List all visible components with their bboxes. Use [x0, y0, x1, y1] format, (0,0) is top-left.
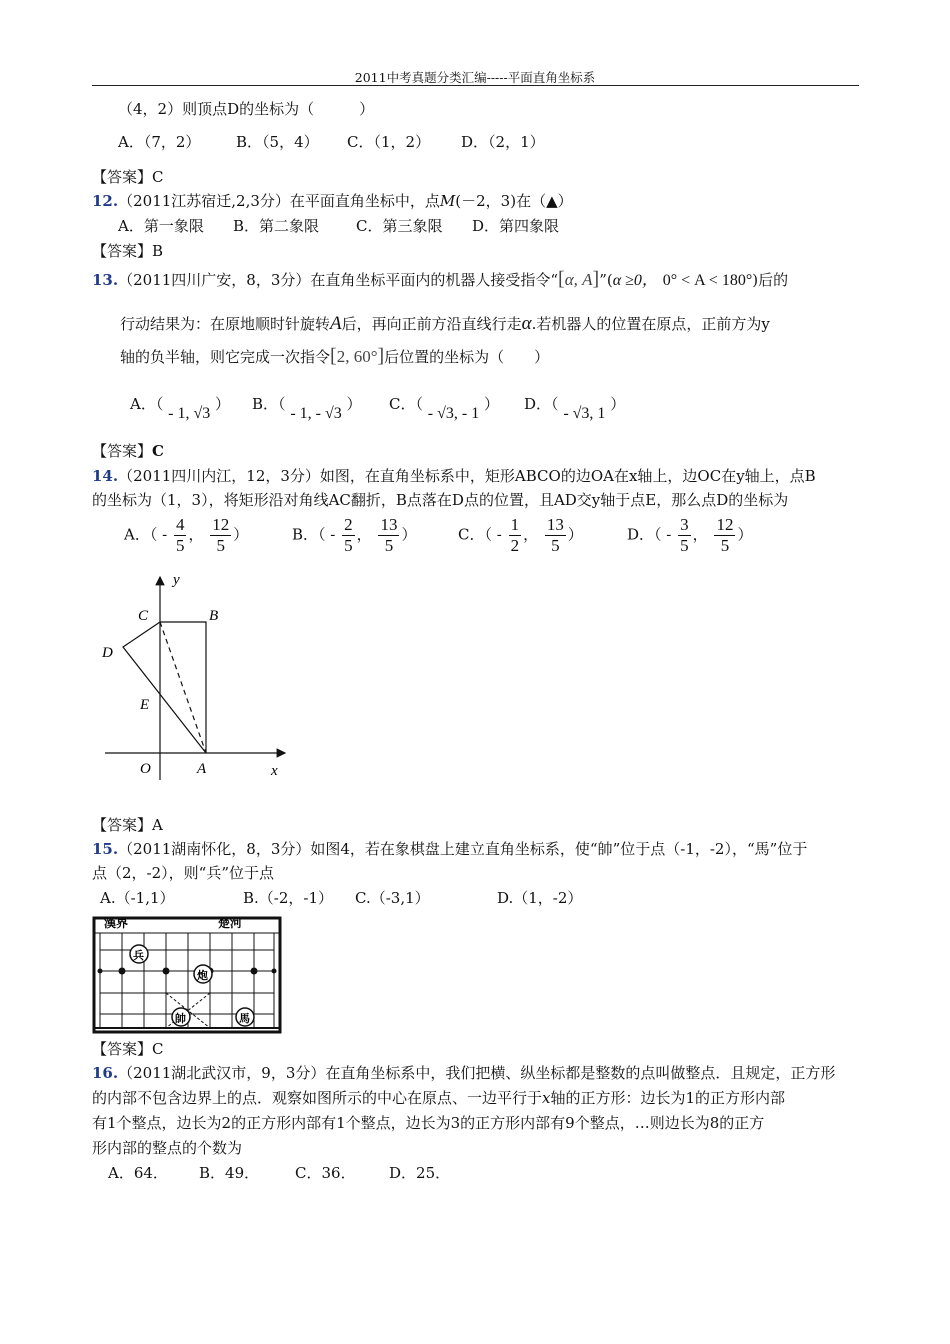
fraction-y: $\frac{13}{5}$ [546, 515, 564, 555]
fraction-y: $\frac{12}{5}$ [212, 515, 230, 555]
q14-option-a: A．（ - $\frac{4}{5}$ ， $\frac{12}{5}$ ） [124, 515, 249, 555]
q16-stem-line3: 有1个整点，边长为2的正方形内部有1个整点，边长为3的正方形内部有9个整点，…则边长为8的正方 [92, 1114, 765, 1132]
piece-pao-label: 炮 [197, 970, 208, 982]
q14-option-b: B．（ - $\frac{2}{5}$ ， $\frac{13}{5}$ ） [292, 515, 417, 555]
q13-angle-A: A [330, 313, 342, 334]
q11-answer [92, 166, 860, 188]
answer-value: C [152, 1040, 164, 1058]
q13-command-bracket: [α, A] [558, 268, 600, 290]
q13-condition-1: α ≥0， [612, 272, 658, 289]
q12-stem [92, 190, 860, 212]
q13-option-d: D．（ - √3, 1 ） [524, 395, 626, 422]
diagonal-ac [160, 622, 206, 753]
q15-number: 15. [92, 840, 119, 858]
label-d: D [102, 645, 113, 661]
q12-option-c: C．第三象限 [356, 217, 443, 235]
q13-line3a: 轴的负半轴，则它完成一次指令 [120, 348, 331, 366]
q14-stem-line2: 的坐标为（1，3），将矩形沿对角线AC翻折，B点落在D点的位置，且AD交y轴于点E，那么点D的坐标为 [92, 491, 789, 509]
label-y: y [173, 572, 180, 588]
label-o: O [140, 761, 151, 777]
q14-rectangle-fold-figure [95, 565, 305, 790]
q15-line1: （2011湖南怀化，8，3分）如图4，若在象棋盘上建立直角坐标系，使“帥”位于点（-1，-2），“馬”位于 [118, 840, 808, 858]
q14-number: 14. [92, 467, 119, 485]
q15-option-b: B.（-2，-1） [243, 889, 334, 907]
option-label: D． [524, 395, 552, 413]
q15-option-c: C.（-3,1） [355, 889, 430, 907]
label-b: B [209, 608, 219, 624]
q13-alpha: α [521, 313, 532, 334]
q14-option-c: C．（ - $\frac{1}{2}$ ， $\frac{13}{5}$ ） [458, 515, 583, 555]
q11-option-a: A．（7，2） [118, 133, 201, 151]
piece-bing-label: 兵 [133, 950, 144, 962]
option-label: C．（ - [458, 525, 502, 544]
fraction-y: $\frac{12}{5}$ [716, 515, 734, 555]
answer-value: A [152, 816, 163, 834]
q12-point: M [439, 192, 456, 210]
label-e: E [140, 697, 150, 713]
q13-stem-line2 [120, 313, 888, 335]
option-value: - 1, - √3 [290, 405, 342, 422]
label-a: A [197, 761, 207, 777]
fraction-x: $\frac{3}{5}$ [680, 515, 689, 555]
q12-answer [92, 240, 860, 262]
page-header: 2011中考真题分类汇编-----平面直角坐标系 [354, 70, 596, 85]
answer-label: 【答案】 [92, 816, 153, 834]
answer-label: 【答案】 [92, 242, 153, 260]
q16-line2b: 轴的正方形：边长为1的正方形内部 [550, 1089, 786, 1107]
fraction-x: $\frac{2}{5}$ [344, 515, 353, 555]
fraction-x: $\frac{1}{2}$ [510, 515, 520, 555]
board-label-right: 楚河 [218, 916, 243, 930]
q12-option-b: B．第二象限 [233, 217, 320, 235]
header-rule [92, 85, 859, 86]
q13-stem-line3 [120, 345, 888, 368]
q13-line2c: .若机器人的位置在原点，正前方为y [531, 315, 770, 333]
option-value: - √3, 1 [563, 405, 606, 422]
q12-number: 12. [92, 192, 119, 210]
q13-stem-line1 [92, 268, 860, 292]
q15-answer [92, 1038, 860, 1060]
label-c: C [138, 608, 149, 624]
option-label: A．（ - [124, 525, 168, 544]
q14-stem-line1 [92, 465, 860, 487]
q16-stem-line4: 形内部的整点的个数为 [92, 1139, 243, 1157]
q13-command2-bracket: [2, 60°] [330, 345, 385, 367]
answer-value: C [152, 168, 164, 186]
q16-x-axis-symbol: x [542, 1089, 551, 1107]
q11-option-c: C．（1，2） [347, 133, 431, 151]
piece-shuai-label: 帥 [175, 1013, 186, 1025]
q13-text: （2011四川广安，8，3分）在直角坐标平面内的机器人接受指令“ [118, 271, 559, 289]
answer-value: B [152, 242, 164, 260]
q14-line1: （2011四川内江，12，3分）如图，在直角坐标系中，矩形ABCO的边OA在x轴上，边OC在y轴上，点B [118, 467, 816, 485]
q16-stem-line2 [92, 1087, 860, 1109]
q13-option-a: A．（ - 1, √3 ） [130, 395, 231, 422]
q12-option-d: D．第四象限 [472, 217, 560, 235]
q11-option-d: D．（2，1） [461, 133, 545, 151]
q16-option-c: C．36． [295, 1164, 356, 1182]
option-label: D．（ - [627, 525, 672, 544]
q14-option-d: D．（ - $\frac{3}{5}$ ， $\frac{12}{5}$ ） [627, 515, 753, 555]
q15-stem-line2: 点（2，-2），则“兵”位于点 [92, 864, 274, 882]
option-label: C． [389, 395, 416, 413]
q13-line2b: 后，再向正前方沿直线行走 [341, 315, 522, 333]
q12-text: （2011江苏宿迁,2,3分）在平面直角坐标中，点 [118, 192, 440, 210]
piece-bing [130, 945, 148, 963]
q16-stem-line1 [92, 1062, 860, 1084]
option-label: B．（ - [292, 525, 336, 544]
label-x: x [271, 763, 278, 779]
q13-answer [92, 440, 860, 462]
q16-line2a: 的内部不包含边界上的点．观察如图所示的中心在原点、一边平行于 [92, 1089, 543, 1107]
piece-ma [236, 1008, 254, 1026]
q11-tail: （4，2）则顶点D的坐标为（ ） [118, 100, 375, 118]
q15-stem-line1 [92, 838, 860, 860]
fraction-y: $\frac{13}{5}$ [380, 515, 398, 555]
q13-text-c: )后的 [752, 271, 789, 289]
q16-option-a: A．64． [108, 1164, 168, 1182]
q11-option-b: B．（5，4） [236, 133, 319, 151]
fraction-x: $\frac{4}{5}$ [175, 515, 185, 555]
q13-option-c: C．（ - √3, - 1 ） [389, 395, 499, 422]
q16-line1: （2011湖北武汉市，9，3分）在直角坐标系中，我们把横、纵坐标都是整数的点叫做整点．且规定，正方形 [118, 1064, 836, 1082]
q15-option-d: D.（1，-2） [497, 889, 583, 907]
piece-shuai [172, 1008, 190, 1026]
answer-value: C [152, 442, 164, 460]
q12-text2: (－2，3)在（▲） [455, 192, 573, 210]
q16-option-d: D．25． [389, 1164, 451, 1182]
q13-line2a: 行动结果为：在原地顺时针旋转 [120, 315, 331, 333]
option-label: A． [130, 395, 156, 413]
q16-option-b: B．49． [199, 1164, 260, 1182]
answer-label: 【答案】 [92, 168, 153, 186]
q13-text-b: ”( [599, 271, 613, 289]
option-value: - 1, √3 [168, 405, 211, 422]
q15-option-a: A.（-1,1） [100, 889, 175, 907]
q13-condition-2: 0° < A < 180° [662, 272, 753, 289]
q13-number: 13. [92, 271, 119, 289]
option-value: - √3, - 1 [427, 405, 480, 422]
q13-line3b: 后位置的坐标为（ ） [384, 348, 550, 366]
q15-chessboard-figure [92, 910, 284, 1035]
q16-number: 16. [92, 1064, 119, 1082]
q14-answer [92, 814, 860, 836]
q12-option-a: A．第一象限 [118, 217, 204, 235]
q13-option-b: B．（ - 1, - √3 ） [252, 395, 362, 422]
board-label-left: 漢界 [104, 916, 129, 930]
answer-label: 【答案】 [92, 442, 153, 460]
folded-triangle [123, 622, 206, 753]
option-label: B． [252, 395, 279, 413]
answer-label: 【答案】 [92, 1040, 153, 1058]
piece-ma-label: 馬 [239, 1013, 250, 1025]
piece-pao [194, 965, 212, 983]
